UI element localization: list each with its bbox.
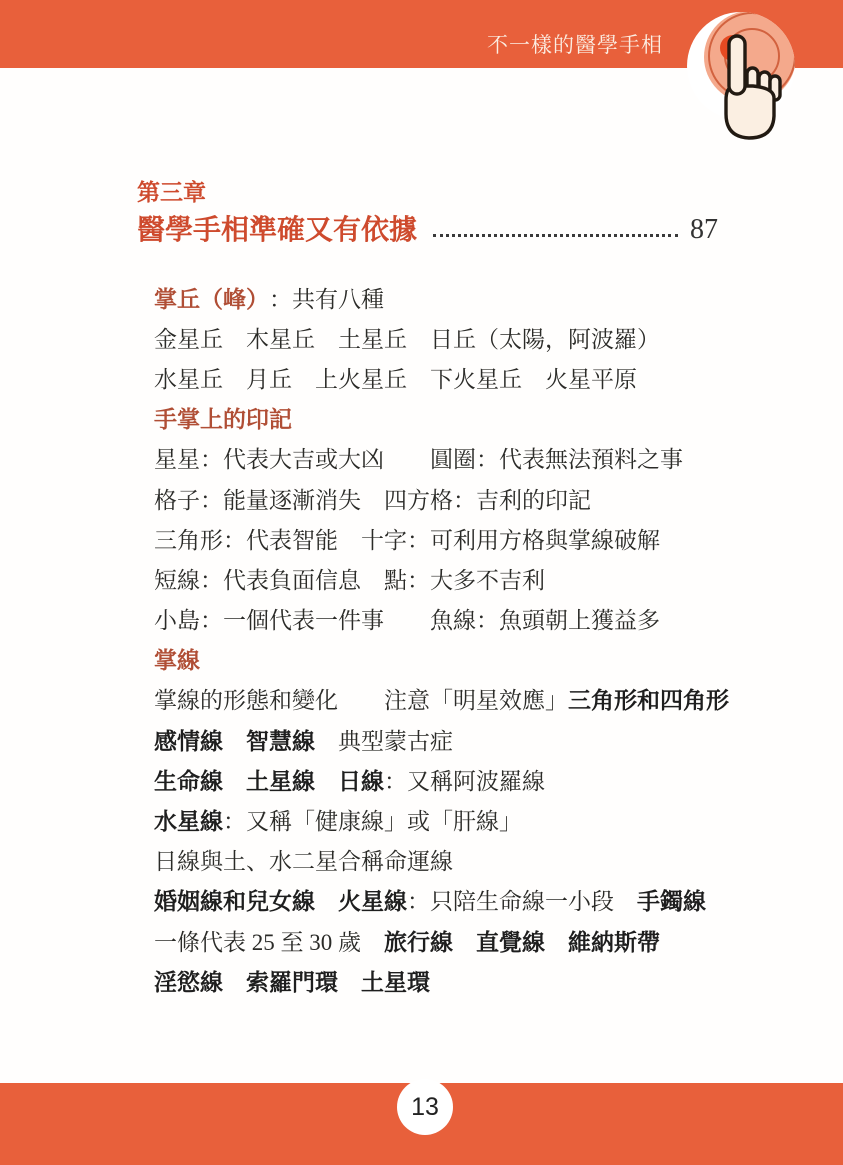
toc-line [154, 558, 729, 598]
toc-line [154, 840, 729, 880]
toc-entry-text: 生命線 土星線 日線 [154, 767, 384, 794]
toc-line [154, 398, 729, 438]
toc-entry-text: 星星：代表大吉或大凶 圓圈：代表無法預料之事 [154, 447, 683, 473]
toc-entry-text: 水星線 [154, 808, 223, 835]
toc-entry-text: 小島：一個代表一件事 魚線：魚頭朝上獲益多 [154, 608, 660, 634]
toc-entry-text: 掌線的形態和變化 注意「明星效應」 [154, 688, 568, 714]
toc-entry-text: ：共有八種 [269, 286, 384, 312]
toc-entry-text: 手鐲線 [637, 888, 706, 915]
page-number: 13 [411, 1092, 439, 1121]
toc-entry-text: 三角形和四角形 [568, 687, 729, 714]
toc-list [154, 277, 729, 1000]
toc-section-heading: 掌線 [154, 647, 200, 674]
toc-line [154, 719, 729, 759]
toc-entry-text: 旅行線 直覺線 維納斯帶 [384, 928, 660, 955]
toc-line [154, 920, 729, 960]
toc-entry-text: 婚姻線和兒女線 [154, 888, 315, 915]
chapter-title: 醫學手相準確又有依據 [137, 214, 418, 246]
toc-entry-text: 感情線 智慧線 [154, 727, 315, 754]
toc-entry-text: 淫慾線 索羅門環 土星環 [154, 968, 430, 995]
toc-line [154, 960, 729, 1000]
toc-entry-text: 日線與土、水二星合稱命運線 [154, 849, 453, 875]
toc-entry-text: ：又稱「健康線」或「肝線」 [223, 809, 522, 835]
toc-entry-text: 金星丘 木星丘 土星丘 日丘（太陽，阿波羅） [154, 326, 660, 352]
toc-entry-text: ：又稱阿波羅線 [384, 768, 545, 794]
footer-bar [0, 1083, 843, 1165]
toc-entry-text: 短線：代表負面信息 點：大多不吉利 [154, 567, 545, 593]
toc-entry-text: 三角形：代表智能 十字：可利用方格與掌線破解 [154, 527, 660, 553]
page-number-badge [397, 1079, 453, 1135]
toc-line [154, 799, 729, 839]
toc-line [154, 317, 729, 357]
toc-entry-text: 火星線 [338, 888, 407, 915]
toc-line [154, 478, 729, 518]
toc-line [154, 679, 729, 719]
chapter-title-row [137, 214, 718, 246]
toc-line [154, 759, 729, 799]
toc-line [154, 599, 729, 639]
chapter-page-number: 87 [690, 214, 718, 246]
toc-section-heading: 掌丘（峰） [154, 285, 269, 312]
hand-pressing-button-icon [683, 4, 807, 146]
toc-entry-text: 格子：能量逐漸消失 四方格：吉利的印記 [154, 487, 591, 513]
toc-entry-text [315, 883, 338, 916]
toc-entry-text: ：只陪生命線一小段 [407, 889, 637, 915]
running-head-title: 不一樣的醫學手相 [487, 34, 663, 57]
hand-logo [683, 4, 807, 146]
toc-entry-text: 典型蒙古症 [315, 728, 453, 754]
toc-line [154, 518, 729, 558]
chapter-heading-block [137, 180, 718, 246]
toc-line [154, 880, 729, 920]
dotted-leader [433, 232, 678, 237]
toc-section-heading: 手掌上的印記 [154, 406, 292, 433]
toc-line [154, 639, 729, 679]
toc-entry-text: 水星丘 月丘 上火星丘 下火星丘 火星平原 [154, 366, 637, 392]
toc-entry-text: 一條代表 25 至 30 歲 [154, 929, 384, 955]
toc-line [154, 277, 729, 317]
toc-line [154, 357, 729, 397]
toc-line [154, 438, 729, 478]
chapter-number: 第三章 [137, 179, 206, 205]
